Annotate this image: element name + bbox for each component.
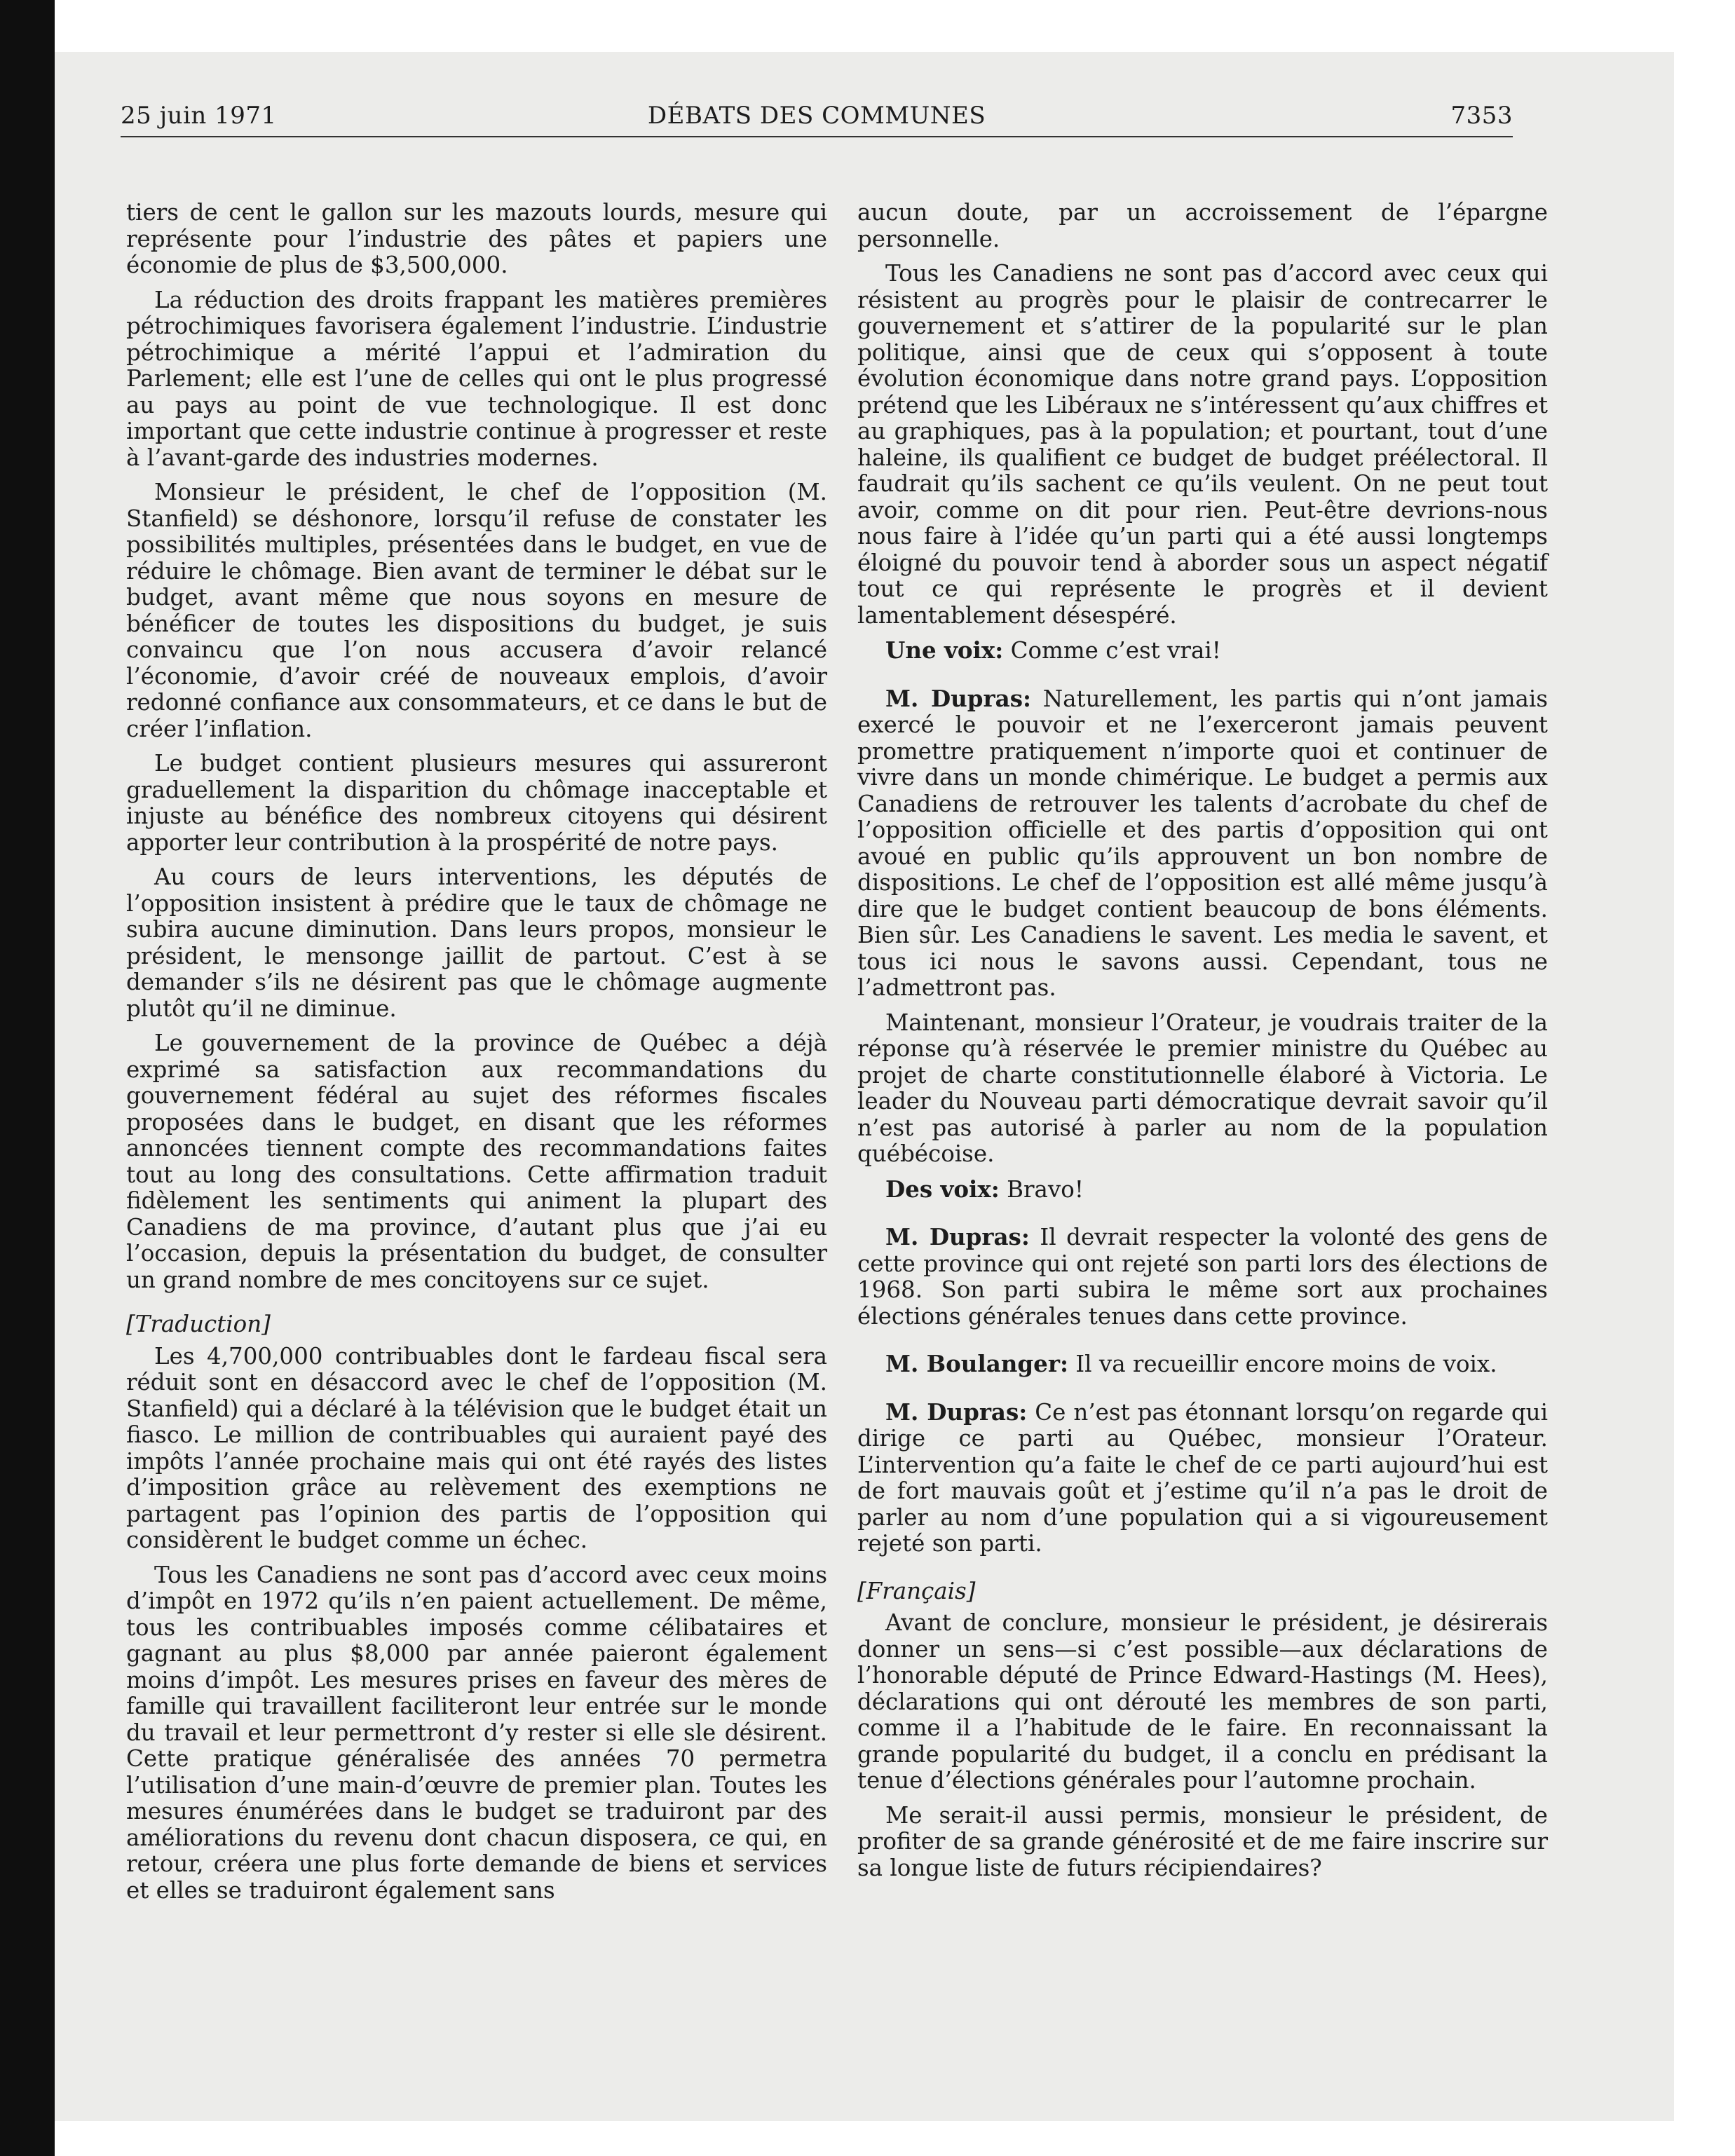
speaker-name: Une voix:: [885, 636, 1004, 664]
left-column: [126, 200, 827, 1912]
paragraph: Le budget contient plusieurs mesures qui assureront graduellement la disparition du chômage inacceptable et injuste au bénéfice des nombreux citoyens qui désirent apporter leur contribution à la prospérité de notre pays.: [126, 750, 827, 856]
speaker-name: M. Dupras:: [885, 684, 1031, 712]
speech: [857, 1351, 1548, 1378]
paragraph: Les 4,700,000 contribuables dont le fardeau fiscal sera réduit sont en désaccord avec le chef de l’opposition (M. Stanfield) qui a déclaré à la télévision que le budget était un fiasco. Le million de contribuables qui auraient payé des impôts l’année prochaine mais qui ont été rayés des listes d’imposition grâce au relèvement des exemptions ne partagent pas l’opinion des partis de l’opposition qui considèrent le budget comme un échec.: [126, 1342, 827, 1553]
paragraph: tiers de cent le gallon sur les mazouts lourds, mesure qui représente pour l’industrie des pâtes et papiers une économie de plus de $3,500,000.: [126, 199, 827, 278]
paragraph: Maintenant, monsieur l’Orateur, je voudrais traiter de la réponse qu’à réservée le premier ministre du Québec au projet de charte constitutionnelle élaboré à Victoria. Le leader du Nouveau parti démocratique devrait savoir qu’il n’est pas autorisé à parler au nom de la population québécoise.: [857, 1009, 1548, 1167]
speaker-name: M. Dupras:: [885, 1223, 1030, 1250]
paragraph: Me serait-il aussi permis, monsieur le président, de profiter de sa grande générosité et de me faire inscrire sur sa longue liste de futurs récipiendaires?: [857, 1801, 1548, 1881]
speech-text: Ce n’est pas étonnant lorsqu’on regarde qui dirige ce parti au Québec, monsieur l’Orateur. L’intervention qu’a faite le chef de ce parti aujourd’hui est de fort mauvais goût et j’estime qu’il n’a pas le droit de parler au nom d’une population qui a si vigoureusement rejeté son parti.: [857, 1398, 1548, 1557]
speaker-name: Des voix:: [885, 1175, 1000, 1203]
speaker-name: M. Dupras:: [885, 1398, 1028, 1426]
paragraph: Tous les Canadiens ne sont pas d’accord avec ceux qui résistent au progrès pour le plaisir de contrecarrer le gouvernement et s’attirer de la popularité sur le plan politique, ainsi que de ceux qui s’opposent à toute évolution économique dans notre grand pays. L’opposition prétend que les Libéraux ne s’intéressent qu’aux chiffres et au graphiques, pas à la population; et pourtant, tout d’une haleine, ils qualifient ce budget de budget préélectoral. Il faudrait qu’ils sachent ce qu’ils veulent. On ne peut tout avoir, comme on dit pour rien. Peut-être devrions-nous nous faire à l’idée qu’un parti qui a été aussi longtemps éloigné du pouvoir tend à aborder sous un aspect négatif tout ce qui représente le progrès et il devient lamentablement désespéré.: [857, 260, 1548, 629]
speech: [857, 685, 1548, 1002]
speaker-name: M. Boulanger:: [885, 1350, 1068, 1377]
paragraph: aucun doute, par un accroissement de l’épargne personnelle.: [857, 199, 1548, 252]
speech-text: Comme c’est vrai!: [1003, 637, 1221, 664]
header-date: 25 juin 1971: [121, 102, 277, 130]
speech: [857, 1399, 1548, 1557]
paragraph: Avant de conclure, monsieur le président, je désirerais donner un sens—si c’est possible—aux déclarations de l’honorable député de Prince Edward-Hastings (M. Hees), déclarations qui ont dérouté les membres de son parti, comme il a l’habitude de le faire. En reconnaissant la grande popularité du budget, il a conclu en prédisant la tenue d’élections générales pour l’automne prochain.: [857, 1609, 1548, 1794]
speech-text: Il devrait respecter la volonté des gens de cette province qui ont rejeté son parti lors des élections de 1968. Son parti subira le même sort aux prochaines élections générales tenues dans cette province.: [857, 1224, 1548, 1330]
speech: [857, 1224, 1548, 1330]
header-title: DÉBATS DES COMMUNES: [647, 102, 986, 130]
paragraph: Tous les Canadiens ne sont pas d’accord avec ceux moins d’impôt en 1972 qu’ils n’en paient actuellement. De même, tous les contribuables imposés comme célibataires et gagnant au plus $8,000 par année paieront également moins d’impôt. Les mesures prises en faveur des mères de famille qui travaillent faciliteront leur entrée sur le monde du travail et leur permettront d’y rester si elle sle désirent. Cette pratique généralisée des années 70 permetra l’utilisation d’une main-d’œuvre de premier plan. Toutes les mesures énumérées dans le budget se traduiront par des améliorations du revenu dont chacun disposera, ce qui, en retour, créera une plus forte demande de biens et services et elles se traduiront également sans: [126, 1561, 827, 1904]
section-label-francais: [Français]: [857, 1577, 976, 1604]
scan-margin-top: [55, 0, 1735, 52]
speech: [857, 1176, 1548, 1203]
speech-text: Il va recueillir encore moins de voix.: [1068, 1351, 1497, 1377]
section-label-traduction: [Traduction]: [126, 1311, 271, 1337]
running-header: [121, 100, 1513, 137]
paragraph: La réduction des droits frappant les matières premières pétrochimiques favorisera également l’industrie. L’industrie pétrochimique a mérité l’appui et l’admiration du Parlement; elle est l’une de celles qui ont le plus progressé au pays au point de vue technologique. Il est donc important que cette industrie continue à progresser et reste à l’avant-garde des industries modernes.: [126, 286, 827, 471]
scan-margin-left: [0, 0, 55, 2156]
paragraph: Au cours de leurs interventions, les députés de l’opposition insistent à prédire que le taux de chômage ne subira aucune diminution. Dans leurs propos, monsieur le président, le mensonge jaillit de partout. C’est à se demander s’ils ne désirent pas que le chômage augmente plutôt qu’il ne diminue.: [126, 864, 827, 1022]
header-page-number: 7353: [1450, 102, 1513, 130]
right-column: [857, 200, 1548, 1890]
speech-text: Bravo!: [999, 1175, 1084, 1203]
paragraph: Le gouvernement de la province de Québec a déjà exprimé sa satisfaction aux recommandations du gouvernement fédéral au sujet des réformes fiscales proposées dans le budget, en disant que les réformes annoncées tiennent compte des recommandations faites tout au long des consultations. Cette affirmation traduit fidèlement les sentiments qui animent la plupart des Canadiens de ma province, d’autant plus que j’ai eu l’occasion, depuis la présentation du budget, de consulter un grand nombre de mes concitoyens sur ce sujet.: [126, 1030, 827, 1293]
speech-text: Naturellement, les partis qui n’ont jamais exercé le pouvoir et ne l’exerceront jamais peuvent promettre pratiquement n’importe quoi et continuer de vivre dans un monde chimérique. Le budget a permis aux Canadiens de retrouver les talents d’acrobate du chef de l’opposition officielle et des partis d’opposition qui ont avoué en public qu’ils approuvent un bon nombre de dispositions. Le chef de l’opposition est allé même jusqu’à dire que le budget contient beaucoup de bons éléments. Bien sûr. Les Canadiens le savent. Les media le savent, et tous ici nous le savons aussi. Cependant, tous ne l’admettront pas.: [857, 685, 1548, 1001]
speech: [857, 637, 1548, 664]
paragraph: Monsieur le président, le chef de l’opposition (M. Stanfield) se déshonore, lorsqu’il refuse de constater les possibilités multiples, présentées dans le budget, en vue de réduire le chômage. Bien avant de terminer le débat sur le budget, avant même que nous soyons en mesure de bénéficer de toutes les dispositions du budget, je suis convaincu que l’on nous accusera d’avoir relancé l’économie, d’avoir créé de nouveaux emplois, d’avoir redonné confiance aux consommateurs, et ce dans le but de créer l’inflation.: [126, 479, 827, 742]
